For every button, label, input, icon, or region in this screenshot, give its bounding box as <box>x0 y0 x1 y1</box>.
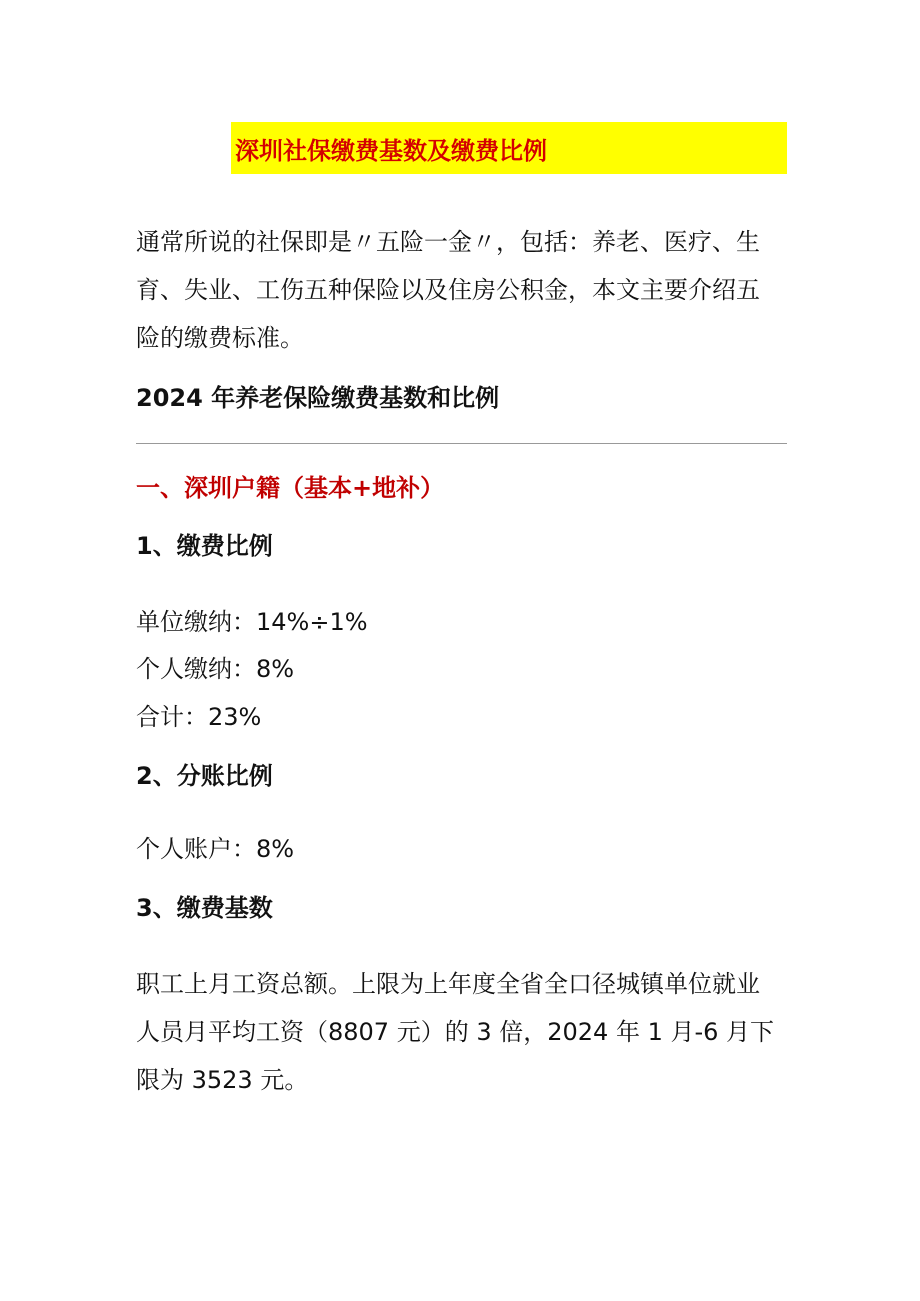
part-heading: 一、深圳户籍（基本+地补） <box>136 474 445 502</box>
section-title: 2024 年养老保险缴费基数和比例 <box>136 384 500 412</box>
total: 合计：23% <box>136 703 262 731</box>
intro-line: 通常所说的社保即是〃五险一金〃，包括：养老、医疗、生 <box>136 228 760 256</box>
unit-pay: 单位缴纳：14%÷1% <box>136 608 368 636</box>
base-line: 职工上月工资总额。上限为上年度全省全口径城镇单位就业 <box>136 970 760 998</box>
personal-account: 个人账户：8% <box>136 835 295 863</box>
document-title: 深圳社保缴费基数及缴费比例 <box>235 136 547 165</box>
ratio-heading: 1、缴费比例 <box>136 532 273 560</box>
divider <box>136 443 787 444</box>
title-banner <box>231 122 787 174</box>
intro-paragraph <box>136 218 796 362</box>
base-paragraph <box>136 960 796 1104</box>
base-line: 人员月平均工资（8807 元）的 3 倍，2024 年 1 月-6 月下 <box>136 1018 775 1046</box>
base-heading: 3、缴费基数 <box>136 894 273 922</box>
intro-line: 险的缴费标准。 <box>136 324 304 352</box>
intro-line: 育、失业、工伤五种保险以及住房公积金，本文主要介绍五 <box>136 276 760 304</box>
base-line: 限为 3523 元。 <box>136 1066 309 1094</box>
account-heading: 2、分账比例 <box>136 762 273 790</box>
personal-pay: 个人缴纳：8% <box>136 655 295 683</box>
